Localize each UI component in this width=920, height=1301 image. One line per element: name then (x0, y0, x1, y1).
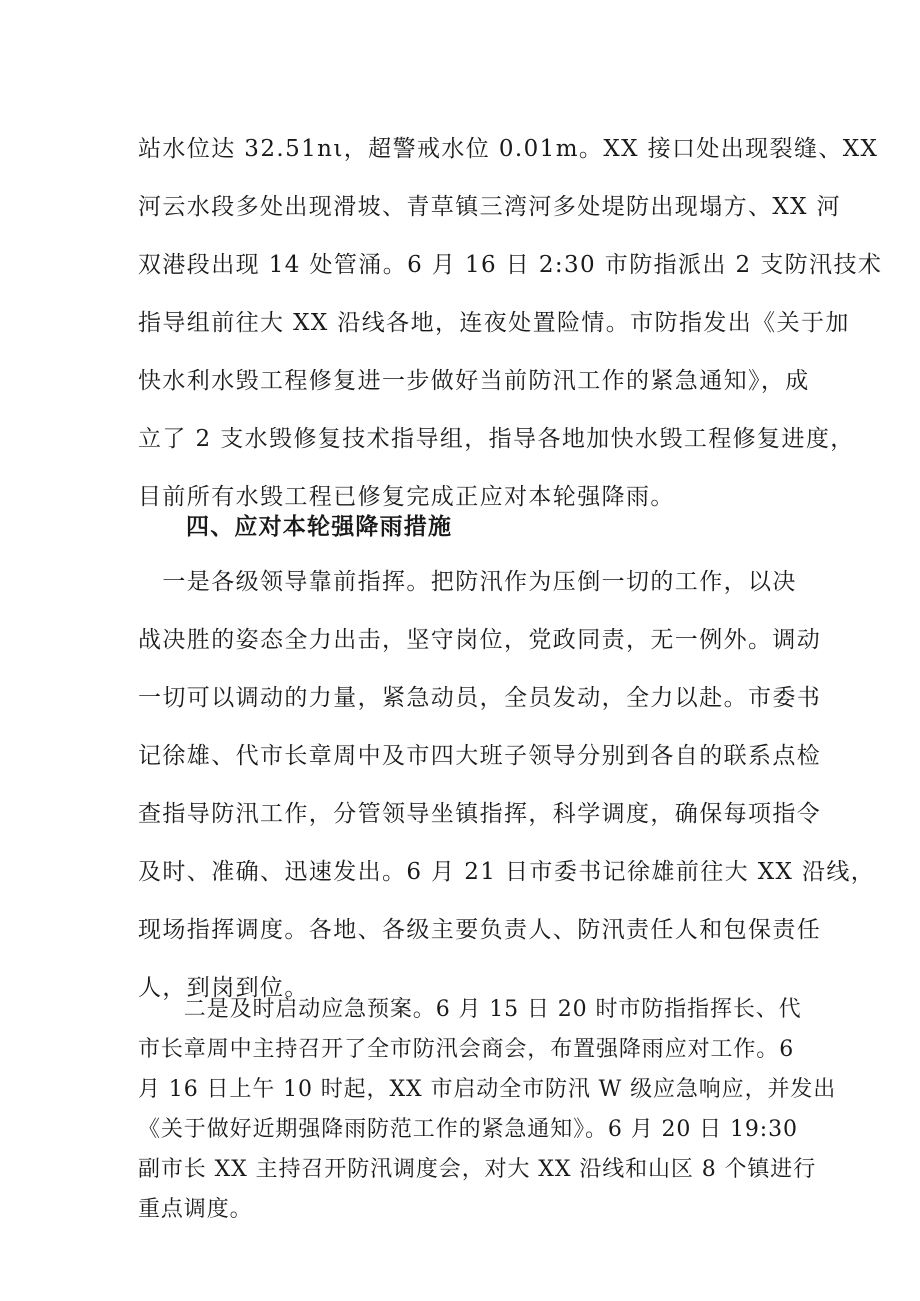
text-line: 市长章周中主持召开了全市防汛会商会，布置强降雨应对工作。6 (138, 1037, 795, 1062)
text-line: 人，到岗到位。 (138, 975, 309, 1001)
text-line: 副市长 XX 主持召开防汛调度会，对大 XX 沿线和山区 8 个镇进行 (138, 1157, 817, 1182)
text-line: 记徐雄、代市长章周中及市四大班子领导分别到各自的联系点检 (138, 743, 822, 769)
text-line: 查指导防汛工作，分管领导坐镇指挥，科学调度，确保每项指令 (138, 801, 822, 827)
paragraph-leadership-command (138, 553, 876, 1017)
paragraph-emergency-plan (138, 990, 837, 1230)
text-line: 一是各级领导靠前指挥。把防汛作为压倒一切的工作，以决 (138, 569, 797, 595)
text-line: 立了 2 支水毁修复技术指导组，指导各地加快水毁工程修复进度， (138, 426, 855, 452)
text-line: 一切可以调动的力量，紧急动员，全员发动，全力以赴。市委书 (138, 685, 822, 711)
text-line: 及时、准确、迅速发出。6 月 21 日市委书记徐雄前往大 XX 沿线， (138, 859, 876, 885)
text-line: 站水位达 32.51nι，超警戒水位 0.01m。XX 接口处出现裂缝、XX (138, 136, 879, 162)
text-line: 现场指挥调度。各地、各级主要负责人、防汛责任人和包保责任 (138, 917, 822, 943)
text-line: 二是及时启动应急预案。6 月 15 日 20 时市防指指挥长、代 (138, 997, 802, 1022)
text-line: 战决胜的姿态全力出击，坚守岗位，党政同责，无一例外。调动 (138, 627, 822, 653)
text-line: 双港段出现 14 处管涌。6 月 16 日 2:30 市防指派出 2 支防汛技术 (138, 252, 883, 278)
text-line: 重点调度。 (138, 1197, 253, 1222)
text-line: 月 16 日上午 10 时起，XX 市启动全市防汛 W 级应急响应，并发出 (138, 1077, 837, 1102)
text-line: 目前所有水毁工程已修复完成正应对本轮强降雨。 (138, 484, 675, 510)
section-heading: 四、应对本轮强降雨措施 (186, 514, 453, 540)
text-line: 快水利水毁工程修复进一步做好当前防汛工作的紧急通知》，成 (138, 368, 810, 394)
text-line: 《关于做好近期强降雨防范工作的紧急通知》。6 月 20 日 19:30 (138, 1117, 798, 1142)
text-line: 河云水段多处出现滑坡、青草镇三湾河多处堤防出现塌方、XX 河 (138, 194, 842, 220)
text-line: 指导组前往大 XX 沿线各地，连夜处置险情。市防指发出《关于加 (138, 310, 850, 336)
paragraph-flood-situation (138, 120, 883, 526)
